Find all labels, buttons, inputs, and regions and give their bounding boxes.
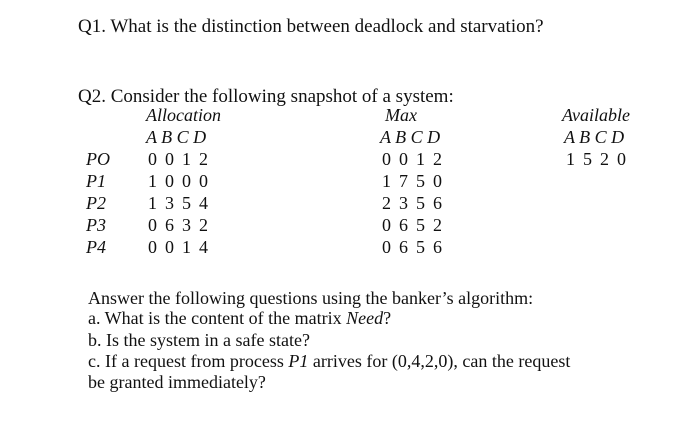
max-cell: 1 [416, 149, 425, 169]
allocation-cell: 1 [182, 149, 191, 169]
available-cell: 1 [566, 149, 575, 169]
max-cell: 0 [382, 237, 391, 257]
max-cell: 0 [433, 171, 442, 191]
available-cell: 2 [600, 149, 609, 169]
max-cell: 5 [416, 171, 425, 191]
max-cell: 5 [416, 237, 425, 257]
max-row [382, 193, 450, 214]
max-cell: 2 [433, 149, 442, 169]
allocation-row [148, 193, 216, 214]
allocation-cell: 3 [165, 193, 174, 213]
allocation-cell: 1 [148, 171, 157, 191]
max-cell: 6 [433, 193, 442, 213]
allocation-cell: 4 [199, 237, 208, 257]
available-header: Available [562, 105, 630, 125]
question-c-term: P1 [288, 351, 309, 371]
max-row [382, 215, 450, 236]
allocation-cell: 6 [165, 215, 174, 235]
allocation-columns: A B C D [146, 127, 207, 147]
allocation-cell: 0 [148, 215, 157, 235]
max-row [382, 171, 450, 192]
allocation-row [148, 237, 216, 258]
allocation-cell: 0 [148, 237, 157, 257]
max-cell: 0 [399, 149, 408, 169]
process-label-p0: PO [86, 149, 110, 169]
max-header: Max [385, 105, 417, 125]
allocation-cell: 0 [165, 237, 174, 257]
max-row [382, 149, 450, 170]
max-cell: 6 [433, 237, 442, 257]
max-cell: 7 [399, 171, 408, 191]
allocation-cell: 0 [165, 149, 174, 169]
allocation-cell: 5 [182, 193, 191, 213]
question-2-intro: Q2. Consider the following snapshot of a system: [78, 86, 454, 107]
allocation-cell: 2 [199, 215, 208, 235]
available-cell: 5 [583, 149, 592, 169]
question-1: Q1. What is the distinction between deadlock and starvation? [78, 16, 544, 37]
allocation-row [148, 215, 216, 236]
allocation-cell: 0 [165, 171, 174, 191]
allocation-row [148, 171, 216, 192]
max-cell: 3 [399, 193, 408, 213]
question-c-suffix: arrives for (0,4,2,0), can the request [308, 351, 571, 371]
allocation-cell: 0 [199, 171, 208, 191]
question-a [88, 308, 391, 329]
question-a-prefix: a. What is the content of the matrix [88, 308, 347, 328]
allocation-cell: 4 [199, 193, 208, 213]
available-cell: 0 [617, 149, 626, 169]
instructions: Answer the following questions using the banker’s algorithm: [88, 288, 534, 308]
question-a-term: Need [346, 308, 384, 328]
process-label-p3: P3 [86, 215, 106, 235]
question-c [88, 351, 570, 372]
max-columns: A B C D [380, 127, 441, 147]
question-b: b. Is the system in a safe state? [88, 330, 310, 350]
allocation-row [148, 149, 216, 170]
max-row [382, 237, 450, 258]
allocation-cell: 3 [182, 215, 191, 235]
allocation-cell: 0 [182, 171, 191, 191]
max-cell: 6 [399, 215, 408, 235]
allocation-header: Allocation [146, 105, 221, 125]
available-row [566, 149, 634, 170]
question-a-suffix: ? [383, 308, 392, 328]
max-cell: 2 [382, 193, 391, 213]
allocation-cell: 2 [199, 149, 208, 169]
max-cell: 5 [416, 215, 425, 235]
max-cell: 2 [433, 215, 442, 235]
max-cell: 6 [399, 237, 408, 257]
max-cell: 0 [382, 149, 391, 169]
max-cell: 5 [416, 193, 425, 213]
process-label-p1: P1 [86, 171, 106, 191]
question-c-continued: be granted immediately? [88, 372, 266, 392]
question-c-prefix: c. If a request from process [88, 351, 289, 371]
allocation-cell: 0 [148, 149, 157, 169]
available-columns: A B C D [564, 127, 625, 147]
allocation-cell: 1 [182, 237, 191, 257]
allocation-cell: 1 [148, 193, 157, 213]
process-label-p4: P4 [86, 237, 106, 257]
max-cell: 1 [382, 171, 391, 191]
process-label-p2: P2 [86, 193, 106, 213]
max-cell: 0 [382, 215, 391, 235]
